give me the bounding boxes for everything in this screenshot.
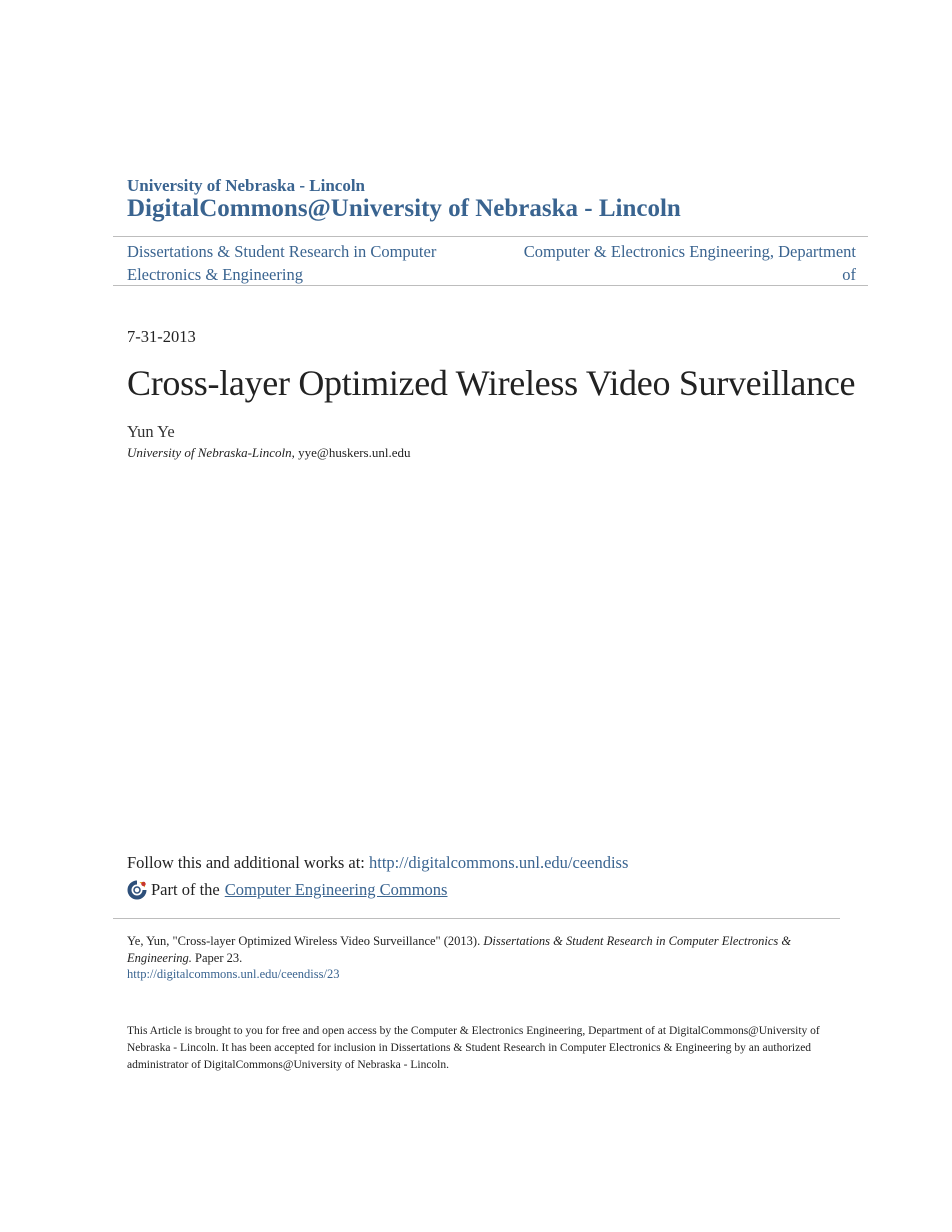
part-of-label: Part of the	[151, 880, 220, 899]
publication-date: 7-31-2013	[127, 327, 196, 346]
department-link-line2[interactable]: of	[842, 265, 856, 284]
citation-url-link[interactable]	[127, 967, 339, 982]
institution-link[interactable]: University of Nebraska - Lincoln	[127, 176, 365, 195]
citation-series: Dissertations & Student Research in Computer Electronics & Engineering.	[127, 934, 792, 965]
divider	[113, 918, 840, 919]
divider	[113, 236, 868, 237]
divider	[113, 285, 868, 286]
author-email: , yye@huskers.unl.edu	[291, 445, 411, 460]
repository-link[interactable]: DigitalCommons@University of Nebraska - Lincoln	[127, 195, 681, 222]
author-affiliation	[127, 445, 411, 461]
citation	[127, 933, 827, 967]
series-link-line1[interactable]: Dissertations & Student Research in Computer	[127, 242, 437, 261]
part-of-line	[127, 880, 447, 900]
commons-link[interactable]: Computer Engineering Commons	[224, 880, 448, 899]
citation-url[interactable]: http://digitalcommons.unl.edu/ceendiss/23	[127, 967, 340, 981]
paper-title: Cross-layer Optimized Wireless Video Surveillance	[127, 363, 856, 403]
access-notice: This Article is brought to you for free and open access by the Computer & Electronics Engineering, Department of at DigitalCommons@University of Nebraska - Lincoln. It has been accepted for inclusion in Dissertations & Student Research in Computer Electronics & Engineering by an authorized administrator of DigitalCommons@University of Nebraska - Lincoln.	[127, 1025, 820, 1071]
follow-line	[127, 853, 628, 873]
author-name: Yun Ye	[127, 422, 175, 441]
affiliation-name: University of Nebraska-Lincoln	[127, 445, 292, 460]
commons-network-icon	[127, 880, 147, 900]
follow-label: Follow this and additional works at:	[127, 853, 369, 872]
citation-paper-number: Paper 23.	[191, 951, 243, 965]
citation-text: Ye, Yun, "Cross-layer Optimized Wireless Video Surveillance" (2013).	[127, 934, 484, 948]
department-link[interactable]	[490, 240, 856, 286]
collection-url-link[interactable]: http://digitalcommons.unl.edu/ceendiss	[368, 853, 629, 872]
series-link-line2[interactable]: Electronics & Engineering	[127, 265, 303, 284]
department-link-line1[interactable]: Computer & Electronics Engineering, Department	[523, 242, 856, 261]
series-link[interactable]	[127, 240, 477, 286]
